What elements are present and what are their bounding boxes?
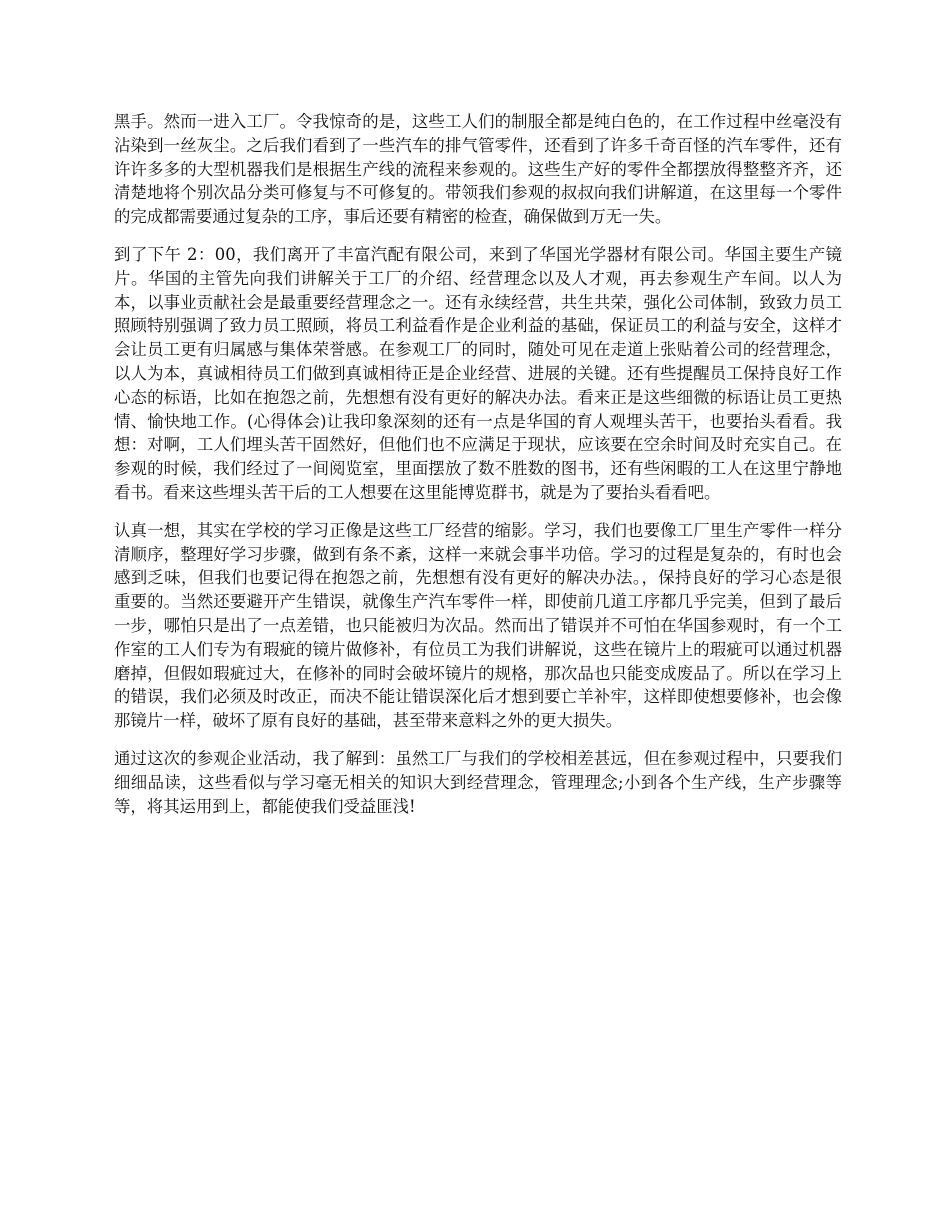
paragraph-huaguo-visit: 到了下午 2：00，我们离开了丰富汽配有限公司，来到了华国光学器材有限公司。华国主要生产镜片。华国的主管先向我们讲解关于工厂的介绍、经营理念以及人才观，再去参观生产车间。以人为本，以事业贡献社会是最重要经营理念之一。还有永续经营，共生共荣，强化公司体制，致致力员工照顾特别强调了致力员工照顾，将员工利益看作是企业利益的基础，保证员工的利益与安全，这样才会让员工更有归属感与集体荣誉感。在参观工厂的同时，随处可见在走道上张贴着公司的经营理念，以人为本，真诚相待员工们做到真诚相待正是企业经营、进展的关键。还有些提醒员工保持良好工作心态的标语，比如在抱怨之前，先想想有没有更好的解决办法。看来正是这些细微的标语让员工更热情、愉快地工作。(心得体会)让我印象深刻的还有一点是华国的育人观埋头苦干，也要抬头看看。我想：对啊，工人们埋头苦干固然好，但他们也不应满足于现状，应该要在空余时间及时充实自己。在参观的时候，我们经过了一间阅览室，里面摆放了数不胜数的图书，还有些闲暇的工人在这里宁静地看书。看来这些埋头苦干后的工人想要在这里能博览群书，就是为了要抬头看看吧。	[114, 244, 842, 502]
document-body	[114, 110, 842, 832]
paragraph-conclusion: 通过这次的参观企业活动，我了解到：虽然工厂与我们的学校相差甚远，但在参观过程中，只要我们细细品读，这些看似与学习毫无相关的知识大到经营理念，管理理念;小到各个生产线，生产步骤等等，将其运用到上，都能使我们受益匪浅!	[114, 748, 842, 816]
paragraph-study-reflection: 认真一想，其实在学校的学习正像是这些工厂经营的缩影。学习，我们也要像工厂里生产零件一样分清顺序，整理好学习步骤，做到有条不紊，这样一来就会事半功倍。学习的过程是复杂的，有时也会感到乏味，但我们也要记得在抱怨之前，先想想有没有更好的解决办法。，保持良好的学习心态是很重要的。当然还要避开产生错误，就像生产汽车零件一样，即使前几道工序都几乎完美，但到了最后一步，哪怕只是出了一点差错，也只能被归为次品。然而出了错误并不可怕在华国参观时，有一个工作室的工人们专为有瑕疵的镜片做修补，有位员工为我们讲解说，这些在镜片上的瑕疵可以通过机器磨掉，但假如瑕疵过大，在修补的同时会破坏镜片的规格，那次品也只能变成废品了。所以在学习上的错误，我们必须及时改正，而决不能让错误深化后才想到要亡羊补牢，这样即使想要修补，也会像那镜片一样，破坏了原有良好的基础，甚至带来意料之外的更大损失。	[114, 520, 842, 731]
paragraph-factory-visit: 黑手。然而一进入工厂。令我惊奇的是，这些工人们的制服全都是纯白色的，在工作过程中丝毫没有沾染到一丝灰尘。之后我们看到了一些汽车的排气管零件，还看到了许多千奇百怪的汽车零件，还有许许多多的大型机器我们是根据生产线的流程来参观的。这些生产好的零件全都摆放得整整齐齐，还清楚地将个别次品分类可修复与不可修复的。带领我们参观的叔叔向我们讲解道，在这里每一个零件的完成都需要通过复杂的工序，事后还要有精密的检查，确保做到万无一失。	[114, 112, 842, 227]
